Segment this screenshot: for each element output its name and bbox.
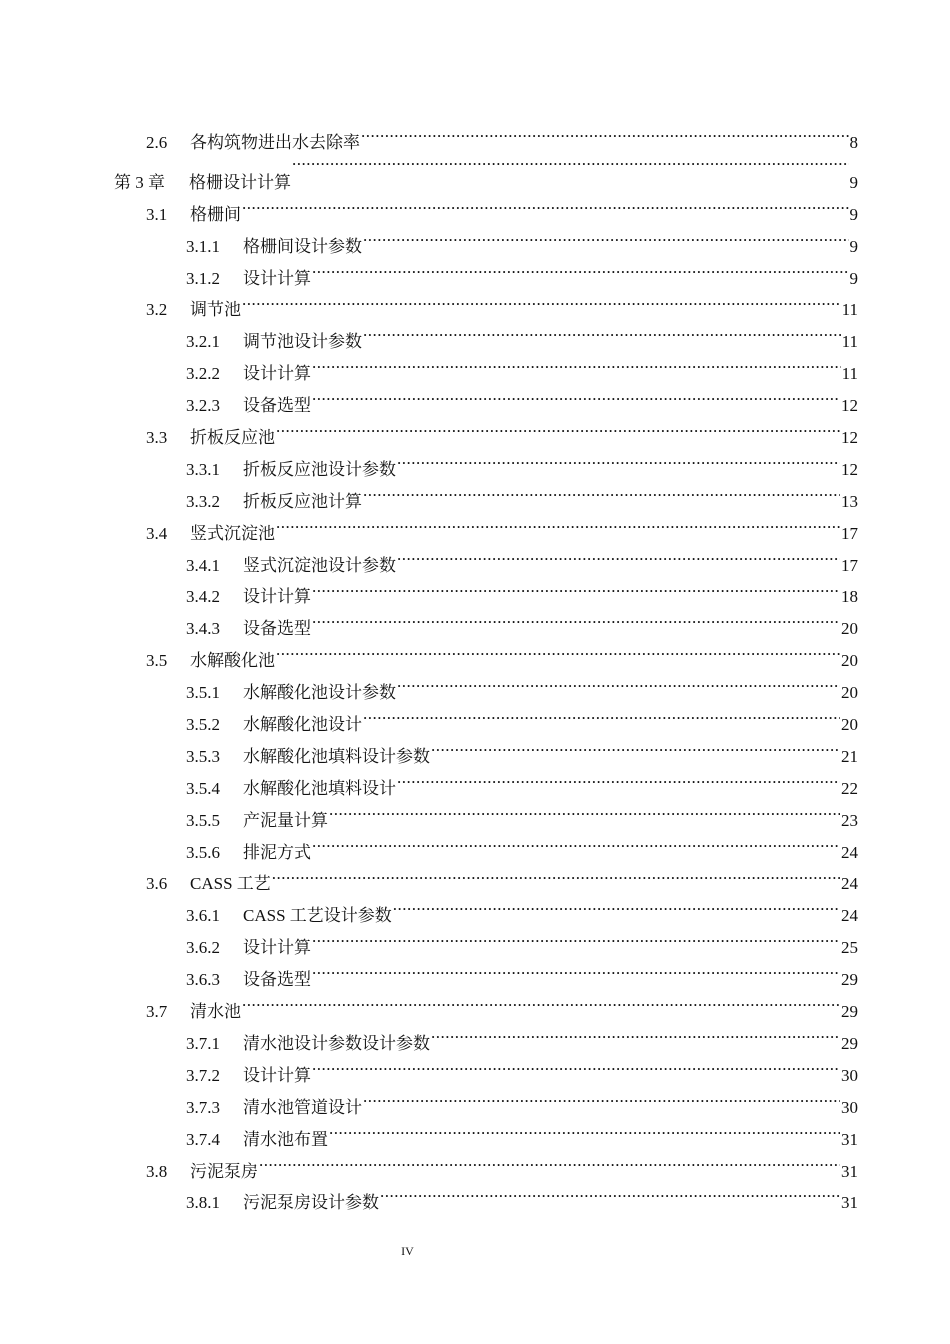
toc-entry-number: 3.7.1 xyxy=(186,1033,220,1053)
toc-dot-leader xyxy=(397,666,840,698)
toc-entry-level-3[interactable] xyxy=(0,666,950,703)
toc-entry-level-2[interactable] xyxy=(0,507,950,543)
toc-entry-level-3[interactable] xyxy=(0,315,950,352)
toc-entry-number: 3.6 xyxy=(146,874,168,894)
toc-dot-leader xyxy=(312,379,840,411)
toc-dot-leader xyxy=(312,1049,840,1081)
toc-entry-number: 3.2 xyxy=(146,300,168,320)
toc-entry-level-3[interactable] xyxy=(0,1017,950,1053)
toc-entry-title: 折板反应池 xyxy=(190,428,275,448)
toc-entry-number: 3.5 xyxy=(146,651,168,671)
toc-entry-level-2[interactable] xyxy=(0,858,950,894)
toc-entry-number: 3.1.1 xyxy=(186,236,220,256)
toc-entry-page-number: 9 xyxy=(849,204,858,224)
toc-entry-title: 折板反应池计算 xyxy=(243,491,362,511)
toc-entry-level-3[interactable] xyxy=(0,889,950,926)
toc-dot-leader xyxy=(276,507,840,539)
toc-entry-page-number: 30 xyxy=(841,1097,858,1117)
toc-entry-number: 3.6.3 xyxy=(186,970,220,990)
toc-entry-level-3[interactable] xyxy=(0,1049,950,1085)
toc-entry-level-3[interactable] xyxy=(0,730,950,766)
toc-dot-leader xyxy=(312,953,840,985)
toc-entry-page-number: 9 xyxy=(849,236,858,256)
toc-entry-level-3[interactable] xyxy=(0,443,950,479)
toc-entry-title: 设计计算 xyxy=(243,587,311,607)
toc-entry-level-2[interactable] xyxy=(0,634,950,671)
toc-entry-page-number: 29 xyxy=(841,1002,858,1022)
toc-entry-number: 3.1.2 xyxy=(186,268,220,288)
toc-entry-page-number: 25 xyxy=(841,938,858,958)
toc-entry-page-number: 17 xyxy=(841,523,858,543)
toc-dot-leader xyxy=(397,539,840,571)
toc-entry-number: 3.7 xyxy=(146,1002,168,1022)
toc-entry-page-number: 12 xyxy=(841,428,858,448)
toc-entry-title: 格栅间设计参数 xyxy=(243,236,362,256)
toc-entry-page-number: 31 xyxy=(841,1161,858,1181)
toc-entry-number: 3.8.1 xyxy=(186,1193,220,1213)
toc-entry-title: 设计计算 xyxy=(243,268,311,288)
toc-entry-level-1[interactable] xyxy=(0,148,950,192)
toc-dot-leader xyxy=(312,252,849,284)
toc-dot-leader xyxy=(329,794,840,826)
toc-entry-page-number: 20 xyxy=(841,715,858,735)
toc-entry-page-number: 24 xyxy=(841,874,858,894)
toc-entry-title: 水解酸化池 xyxy=(190,651,275,671)
toc-dot-leader xyxy=(363,1081,840,1113)
toc-entry-number: 3.7.4 xyxy=(186,1129,220,1149)
toc-dot-leader xyxy=(312,602,840,634)
toc-dot-leader xyxy=(363,698,840,730)
toc-entry-title: 设备选型 xyxy=(243,619,311,639)
toc-entry-number: 3.5.4 xyxy=(186,778,220,798)
toc-entry-level-3[interactable] xyxy=(0,921,950,958)
toc-entry-page-number: 11 xyxy=(841,300,858,320)
toc-entry-page-number: 24 xyxy=(841,906,858,926)
toc-entry-page-number: 20 xyxy=(841,619,858,639)
toc-entry-level-3[interactable] xyxy=(0,252,950,288)
toc-entry-page-number: 20 xyxy=(841,651,858,671)
toc-entry-number: 3.3 xyxy=(146,428,168,448)
toc-dot-leader xyxy=(397,443,840,475)
toc-entry-page-number: 13 xyxy=(841,491,858,511)
toc-dot-leader xyxy=(363,315,841,347)
toc-dot-leader xyxy=(312,921,840,953)
toc-dot-leader xyxy=(393,889,840,921)
toc-dot-leader xyxy=(363,220,849,252)
toc-entry-page-number: 24 xyxy=(841,842,858,862)
toc-entry-level-3[interactable] xyxy=(0,826,950,862)
toc-entry-number: 3.6.1 xyxy=(186,906,220,926)
toc-dot-leader xyxy=(397,762,840,794)
toc-entry-page-number: 11 xyxy=(841,364,858,384)
toc-entry-title: 格栅设计计算 xyxy=(189,172,291,192)
toc-dot-leader xyxy=(276,634,840,666)
toc-entry-page-number: 23 xyxy=(841,810,858,830)
toc-entry-page-number: 20 xyxy=(841,683,858,703)
toc-entry-page-number: 29 xyxy=(841,1033,858,1053)
toc-entry-page-number: 12 xyxy=(841,459,858,479)
toc-entry-level-3[interactable] xyxy=(0,762,950,798)
toc-entry-page-number: 9 xyxy=(849,172,858,192)
toc-entry-number: 3.8 xyxy=(146,1161,168,1181)
toc-entry-number: 3.1 xyxy=(146,204,168,224)
toc-entry-title: 设备选型 xyxy=(243,396,311,416)
toc-entry-number: 3.2.1 xyxy=(186,332,220,352)
table-of-contents xyxy=(0,116,950,1213)
toc-entry-title: 排泥方式 xyxy=(243,842,311,862)
toc-entry-number: 3.5.2 xyxy=(186,715,220,735)
toc-entry-number: 3.4.2 xyxy=(186,587,220,607)
toc-entry-level-3[interactable] xyxy=(0,539,950,575)
toc-entry-level-2[interactable] xyxy=(0,116,950,152)
toc-entry-level-2[interactable] xyxy=(0,985,950,1022)
toc-entry-level-3[interactable] xyxy=(0,602,950,639)
toc-entry-title: 清水池管道设计 xyxy=(243,1097,362,1117)
toc-entry-number: 3.3.1 xyxy=(186,459,220,479)
toc-entry-level-3[interactable] xyxy=(0,475,950,511)
toc-entry-number: 3.7.3 xyxy=(186,1097,220,1117)
toc-entry-level-3[interactable] xyxy=(0,1177,950,1213)
toc-entry-number: 3.7.2 xyxy=(186,1065,220,1085)
toc-entry-level-3[interactable] xyxy=(0,347,950,384)
toc-dot-leader xyxy=(363,475,840,507)
toc-entry-level-2[interactable] xyxy=(0,284,950,320)
toc-entry-page-number: 30 xyxy=(841,1065,858,1085)
toc-entry-number: 3.4.1 xyxy=(186,555,220,575)
toc-entry-number: 3.5.5 xyxy=(186,810,220,830)
toc-entry-page-number: 21 xyxy=(841,746,858,766)
toc-entry-page-number: 11 xyxy=(841,332,858,352)
toc-entry-title: 格栅间 xyxy=(190,204,241,224)
toc-dot-leader xyxy=(312,826,840,858)
toc-entry-number: 3.4.3 xyxy=(186,619,220,639)
toc-entry-title: 各构筑物进出水去除率 xyxy=(190,132,360,152)
toc-dot-leader xyxy=(292,148,849,188)
toc-dot-leader xyxy=(272,858,840,890)
toc-dot-leader xyxy=(329,1113,840,1145)
toc-entry-title: 设计计算 xyxy=(243,938,311,958)
toc-entry-title: 调节池设计参数 xyxy=(243,332,362,352)
toc-entry-level-3[interactable] xyxy=(0,571,950,607)
toc-entry-page-number: 22 xyxy=(841,778,858,798)
toc-entry-title: 清水池布置 xyxy=(243,1129,328,1149)
toc-dot-leader xyxy=(259,1145,840,1177)
page-number-footer: IV xyxy=(401,1244,414,1258)
toc-entry-level-2[interactable] xyxy=(0,1145,950,1181)
toc-entry-page-number: 31 xyxy=(841,1193,858,1213)
toc-entry-number: 3.5.6 xyxy=(186,842,220,862)
toc-entry-title: 竖式沉淀池 xyxy=(190,523,275,543)
toc-entry-number: 3.5.3 xyxy=(186,746,220,766)
toc-entry-number: 3.3.2 xyxy=(186,491,220,511)
toc-dot-leader xyxy=(276,411,840,443)
toc-entry-page-number: 8 xyxy=(849,132,858,152)
toc-entry-level-3[interactable] xyxy=(0,379,950,416)
toc-entry-title: 设计计算 xyxy=(243,1065,311,1085)
toc-entry-page-number: 29 xyxy=(841,970,858,990)
toc-entry-title: 污泥泵房设计参数 xyxy=(243,1193,379,1213)
toc-dot-leader xyxy=(242,284,841,316)
toc-entry-number: 3.5.1 xyxy=(186,683,220,703)
toc-entry-level-3[interactable] xyxy=(0,1113,950,1149)
toc-dot-leader xyxy=(380,1177,840,1209)
toc-entry-page-number: 12 xyxy=(841,396,858,416)
toc-entry-title: 水解酸化池填料设计参数 xyxy=(243,746,430,766)
toc-entry-number: 3.2.3 xyxy=(186,396,220,416)
toc-entry-title: 清水池设计参数设计参数 xyxy=(243,1033,430,1053)
toc-entry-title: 设备选型 xyxy=(243,970,311,990)
toc-entry-title: CASS 工艺 xyxy=(190,874,271,894)
toc-entry-level-3[interactable] xyxy=(0,698,950,735)
toc-entry-number: 3.4 xyxy=(146,523,168,543)
toc-entry-page-number: 31 xyxy=(841,1129,858,1149)
toc-entry-level-2[interactable] xyxy=(0,411,950,448)
toc-entry-level-2[interactable] xyxy=(0,188,950,224)
toc-dot-leader xyxy=(361,116,849,148)
toc-entry-page-number: 17 xyxy=(841,555,858,575)
toc-entry-page-number: 9 xyxy=(849,268,858,288)
toc-entry-title: 清水池 xyxy=(190,1002,241,1022)
toc-entry-title: 污泥泵房 xyxy=(190,1161,258,1181)
toc-entry-title: 折板反应池设计参数 xyxy=(243,459,396,479)
toc-dot-leader xyxy=(242,985,840,1017)
toc-entry-title: 竖式沉淀池设计参数 xyxy=(243,555,396,575)
toc-dot-leader xyxy=(431,730,840,762)
toc-entry-page-number: 18 xyxy=(841,587,858,607)
toc-dot-leader xyxy=(312,347,841,379)
toc-entry-title: 产泥量计算 xyxy=(243,810,328,830)
toc-entry-number: 3.6.2 xyxy=(186,938,220,958)
toc-entry-title: 水解酸化池设计参数 xyxy=(243,683,396,703)
toc-dot-leader xyxy=(312,571,840,603)
toc-dot-leader xyxy=(242,188,849,220)
toc-entry-number: 第 3 章 xyxy=(114,172,165,192)
toc-entry-level-3[interactable] xyxy=(0,794,950,830)
toc-entry-title: 水解酸化池设计 xyxy=(243,715,362,735)
toc-entry-number: 2.6 xyxy=(146,132,168,152)
toc-entry-level-3[interactable] xyxy=(0,220,950,256)
toc-entry-number: 3.2.2 xyxy=(186,364,220,384)
toc-entry-title: 调节池 xyxy=(190,300,241,320)
toc-entry-title: 水解酸化池填料设计 xyxy=(243,778,396,798)
toc-entry-level-3[interactable] xyxy=(0,953,950,990)
toc-entry-title: CASS 工艺设计参数 xyxy=(243,906,392,926)
toc-entry-level-3[interactable] xyxy=(0,1081,950,1117)
toc-entry-title: 设计计算 xyxy=(243,364,311,384)
toc-dot-leader xyxy=(431,1017,840,1049)
